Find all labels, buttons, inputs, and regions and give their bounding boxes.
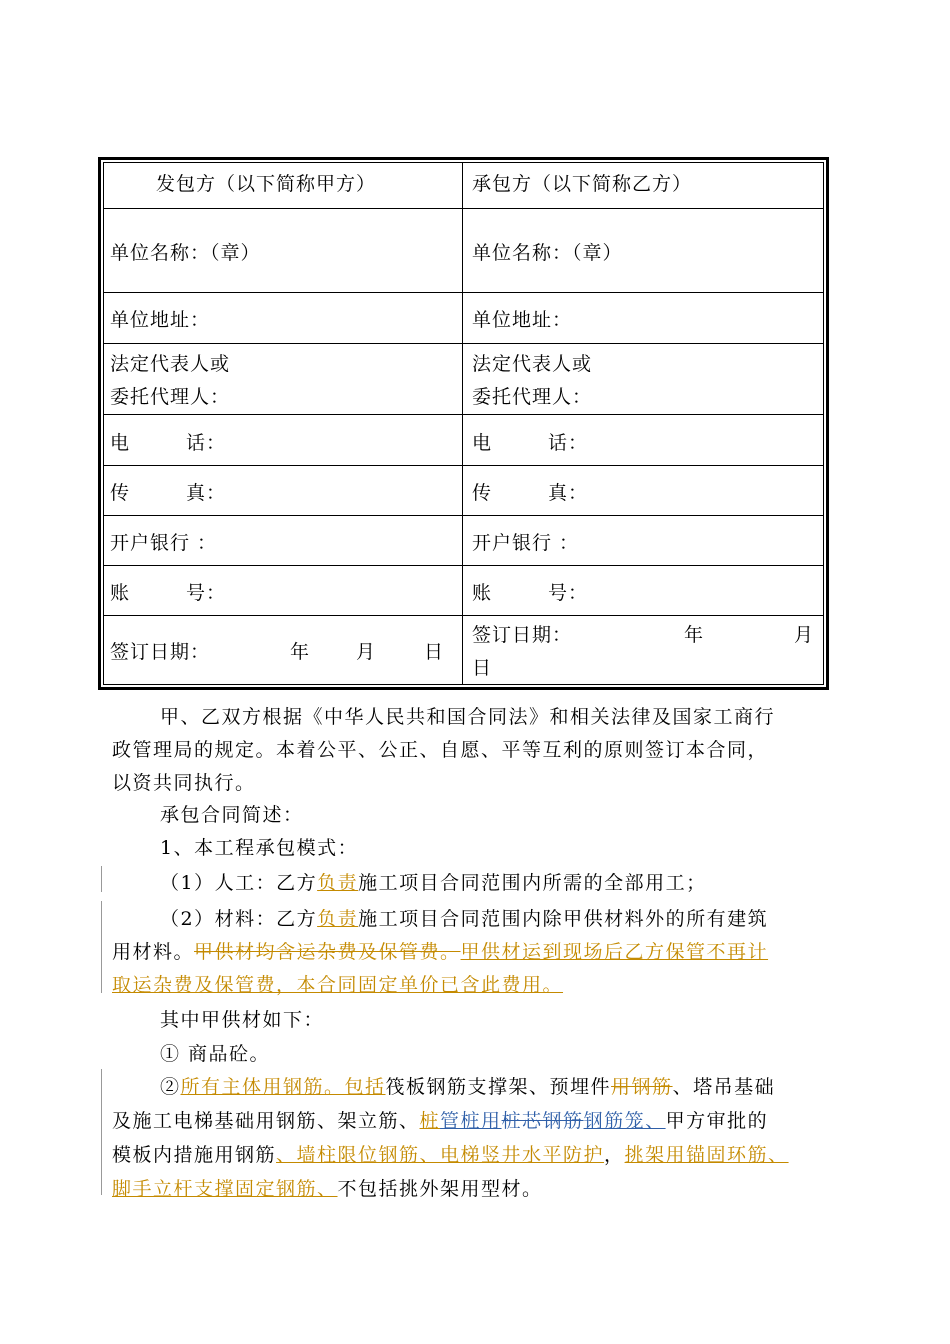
intro-line-1: 甲、乙双方根据《中华人民共和国合同法》和相关法律及国家工商行 [160,706,776,728]
table-row-divider [103,565,824,566]
party-b-rep-line2: 委托代理人： [472,386,593,408]
party-b-unit-name: 单位名称：（章） [472,242,623,264]
item2-line3-plain-2: ， [604,1144,625,1166]
party-b-rep-line1: 法定代表人或 [472,353,593,375]
item2-line3-inserted-2: 挑架用锚固环筋、 [624,1144,789,1166]
material-paragraph-line1 [160,904,768,931]
table-row-divider [103,465,824,466]
item2-line3-plain: 模板内措施用钢筋 [112,1144,277,1166]
material-deleted-text: 甲供材均含运杂费及保管费。 [194,941,461,963]
change-bar [101,901,102,993]
table-row-divider [103,615,824,616]
item2-line2-inserted: 桩 [419,1110,441,1132]
item2-line2-inserted-blue-2: 钢筋笼、 [583,1110,666,1132]
party-b-bank: 开户银行 ： [472,532,580,554]
party-a-fax-label: 传 [110,482,131,504]
table-row-divider [103,414,824,415]
party-b-fax-label: 传 [472,482,493,504]
supplied-item-1: ① 商品砼。 [160,1043,271,1065]
item2-deleted-1: 用钢筋 [611,1076,673,1098]
party-b-unit-address: 单位地址： [472,309,573,331]
item2-line2-inserted-blue: 管桩用 [440,1110,502,1132]
supplied-item-2-line2 [112,1106,768,1133]
item2-inserted-1: 所有主体用钢筋。包括 [180,1076,386,1098]
table-row-divider [103,292,824,293]
labor-suffix: 施工项目合同范围内所需的全部用工； [358,872,707,894]
supplied-heading: 其中甲供材如下： [160,1009,325,1031]
summary-heading: 承包合同简述： [160,804,304,826]
mode-heading: 1、本工程承包模式： [160,837,359,859]
material-inserted-text: 负责 [317,908,359,930]
table-column-divider [462,162,463,685]
party-b-month: 月 [794,624,815,646]
party-a-rep-line1: 法定代表人或 [110,353,231,375]
party-a-bank: 开户银行 ： [110,532,218,554]
table-row-divider [103,515,824,516]
item2-line2-deleted-blue: 桩芯钢筋 [501,1110,584,1132]
party-a-phone-label: 电 [110,432,131,454]
party-b-phone-label2: 话： [548,432,589,454]
item2-line4-plain: 不包括挑外架用型材。 [337,1178,543,1200]
party-a-month: 月 [356,641,377,663]
party-a-phone-label2: 话： [186,432,227,454]
party-b-year: 年 [684,624,705,646]
labor-prefix: （1）人工：乙方 [160,872,318,894]
party-a-rep-line2: 委托代理人： [110,386,231,408]
party-a-account-label2: 号： [186,582,227,604]
item2-line4-inserted: 脚手立杆支撑固定钢筋、 [112,1178,338,1200]
labor-inserted-text: 负责 [317,872,359,894]
party-a-fax-label2: 真： [186,482,227,504]
party-a-header: 发包方（以下简称甲方） [156,173,377,195]
supplied-item-2-line4 [112,1174,543,1201]
material-suffix: 施工项目合同范围内除甲供材料外的所有建筑 [358,908,769,930]
item2-line2-plain: 及施工电梯基础用钢筋、架立筋、 [112,1110,420,1132]
party-b-header: 承包方（以下简称乙方） [472,173,693,195]
party-a-year: 年 [290,641,311,663]
material-prefix: （2）材料：乙方 [160,908,318,930]
item2-line2-plain-2: 甲方审批的 [665,1110,769,1132]
party-a-unit-address: 单位地址： [110,309,211,331]
intro-line-2: 政管理局的规定。本着公平、公正、自愿、平等互利的原则签订本合同， [112,739,769,761]
item2-plain-1: 筏板钢筋支撑架、预埋件 [385,1076,612,1098]
labor-paragraph [160,868,707,895]
item2-number: ② [160,1076,181,1098]
party-a-day: 日 [424,641,445,663]
party-a-account-label: 账 [110,582,131,604]
party-b-day: 日 [472,657,493,679]
item2-plain-2: 、塔吊基础 [672,1076,776,1098]
material-line2-plain: 用材料。 [112,941,195,963]
material-paragraph-line3 [112,970,563,997]
party-b-fax-label2: 真： [548,482,589,504]
party-a-sign-date-label: 签订日期： [110,641,211,663]
party-b-account-label: 账 [472,582,493,604]
supplied-item-2-line1 [160,1072,775,1099]
change-bar [101,866,102,892]
item2-line3-inserted-1: 、墙柱限位钢筋、电梯竖井水平防护 [276,1144,605,1166]
party-b-sign-date-label: 签订日期： [472,624,573,646]
material-paragraph-line2 [112,937,768,964]
material-inserted-text-3: 取运杂费及保管费，本合同固定单价已含此费用。 [112,974,564,996]
intro-line-3: 以资共同执行。 [112,772,256,794]
material-inserted-text-2: 甲供材运到现场后乙方保管不再计 [460,941,769,963]
party-a-unit-name: 单位名称：（章） [110,242,261,264]
table-row-divider [103,343,824,344]
supplied-item-2-line3 [112,1140,789,1167]
table-row-divider [103,208,824,209]
party-b-phone-label: 电 [472,432,493,454]
change-bar [101,1069,102,1195]
party-b-account-label2: 号： [548,582,589,604]
